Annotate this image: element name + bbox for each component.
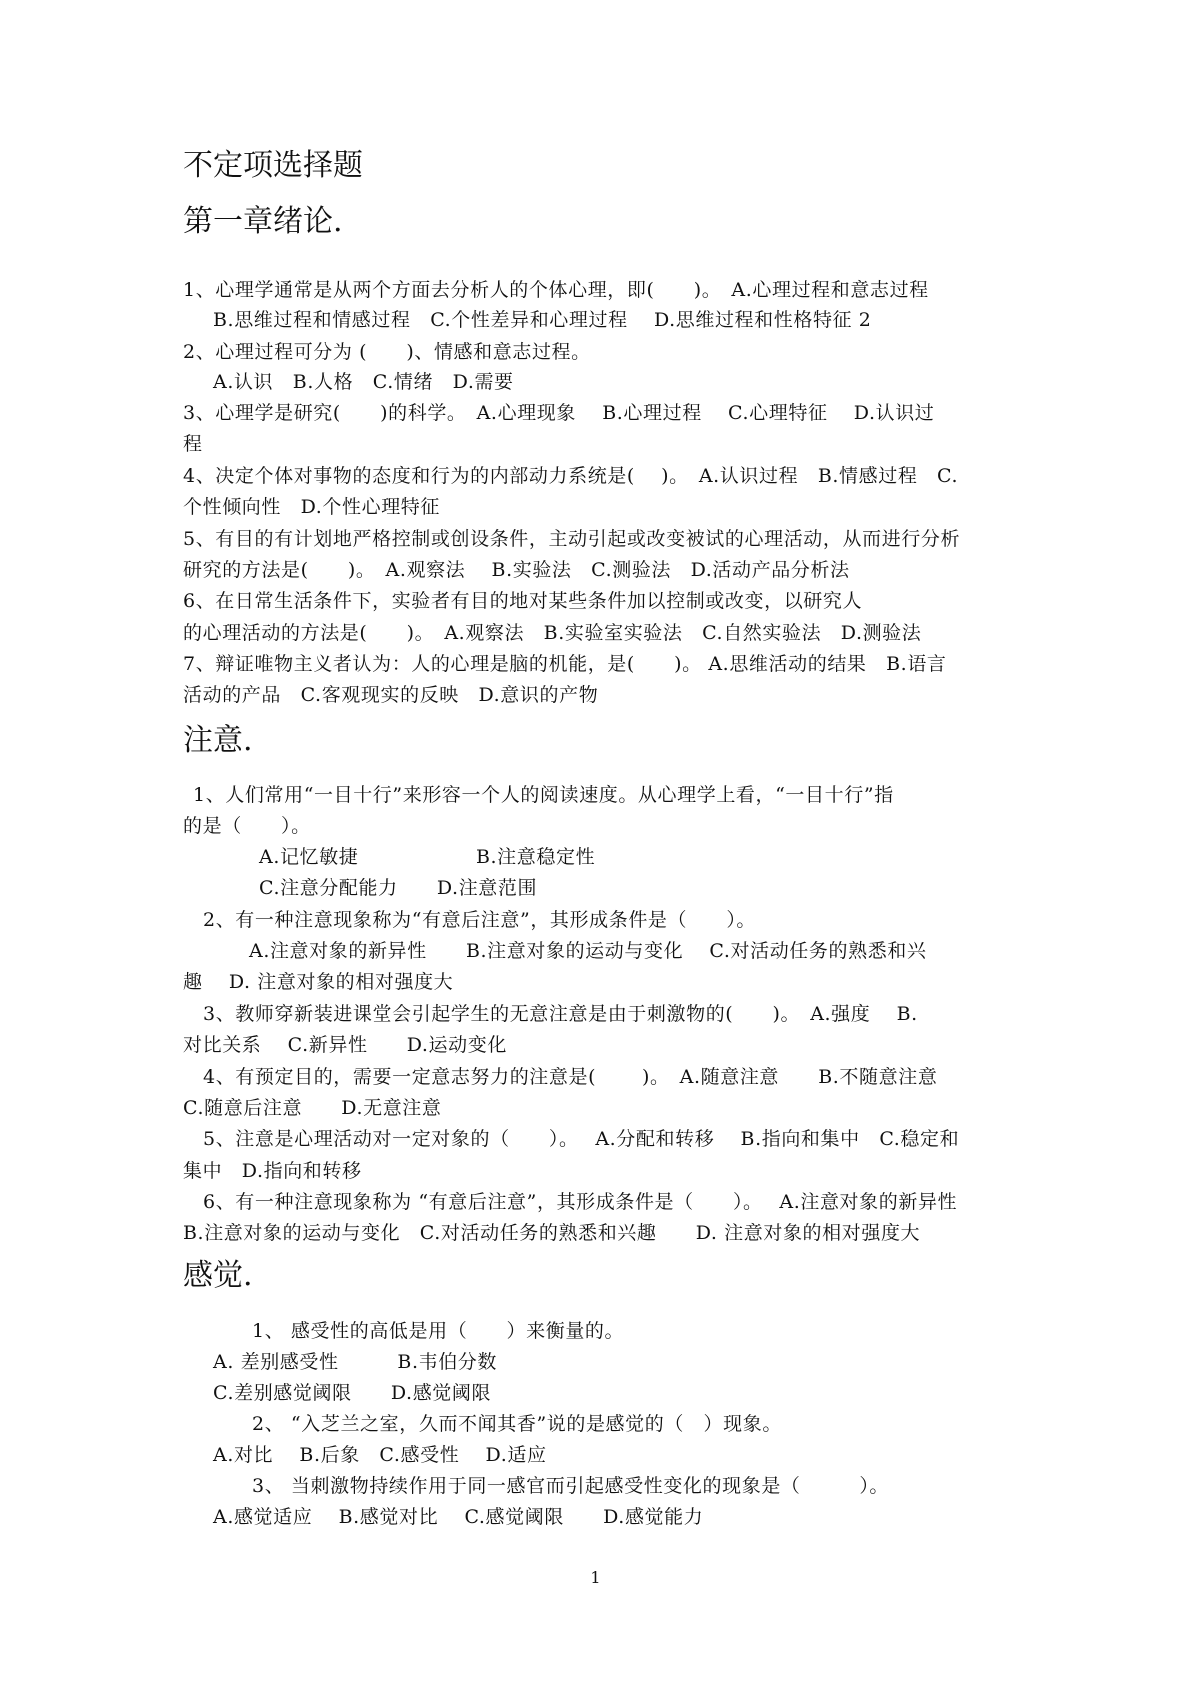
question-line: C.差别感觉阈限 D.感觉阈限 [213,1382,492,1404]
question-line: 6、有一种注意现象称为 “有意后注意”，其形成条件是（ ）。 A.注意对象的新异性 [203,1191,958,1213]
question-line: 5、有目的有计划地严格控制或创设条件，主动引起或改变被试的心理活动，从而进行分析 [183,528,961,550]
question-line: 研究的方法是( )。 A.观察法 B.实验法 C.测验法 D.活动产品分析法 [183,559,850,581]
question-line: 2、有一种注意现象称为“有意后注意”，其形成条件是（ ）。 [203,909,757,931]
question-line: 2、心理过程可分为 ( )、情感和意志过程。 [183,341,591,363]
page-number: 1 [590,1568,601,1587]
question-line: 1、人们常用“一目十行”来形容一个人的阅读速度。从心理学上看，“一目十行”指 [193,784,894,806]
question-line: A.记忆敏捷 B.注意稳定性 [259,846,596,868]
question-line: 趣 D. 注意对象的相对强度大 [183,971,454,993]
question-line: 的心理活动的方法是( )。 A.观察法 B.实验室实验法 C.自然实验法 D.测验法 [183,622,922,644]
question-line: 3、教师穿新装进课堂会引起学生的无意注意是由于刺激物的( )。 A.强度 B. [203,1003,918,1025]
question-line: C.注意分配能力 D.注意范围 [259,877,538,899]
question-line: 2、 “入芝兰之室，久而不闻其香”说的是感觉的（ ）现象。 [252,1413,782,1435]
section-heading-introduction: 第一章绪论. [183,204,343,239]
question-line: 3、 当刺激物持续作用于同一感官而引起感受性变化的现象是（ ）。 [252,1475,890,1497]
question-line: B.思维过程和情感过程 C.个性差异和心理过程 D.思维过程和性格特征 2 [213,309,872,331]
question-line: A.注意对象的新异性 B.注意对象的运动与变化 C.对活动任务的熟悉和兴 [249,940,927,962]
section-heading-sensation: 感觉. [183,1258,253,1293]
question-line: 6、在日常生活条件下，实验者有目的地对某些条件加以控制或改变，以研究人 [183,590,863,612]
question-line: C.随意后注意 D.无意注意 [183,1097,442,1119]
question-line: 集中 D.指向和转移 [183,1160,362,1182]
question-line: A.感觉适应 B.感觉对比 C.感觉阈限 D.感觉能力 [213,1506,704,1528]
question-line: 对比关系 C.新异性 D.运动变化 [183,1034,507,1056]
question-line: 7、辩证唯物主义者认为：人的心理是脑的机能，是( )。 A.思维活动的结果 B.语言 [183,653,947,675]
question-line: 活动的产品 C.客观现实的反映 D.意识的产物 [183,684,599,706]
question-line: 1、心理学通常是从两个方面去分析人的个体心理，即( )。 A.心理过程和意志过程 [183,279,929,301]
question-line: 程 [183,433,203,455]
question-line: B.注意对象的运动与变化 C.对活动任务的熟悉和兴趣 D. 注意对象的相对强度大 [183,1222,921,1244]
page-title: 不定项选择题 [183,148,363,183]
question-line: A. 差别感受性 B.韦伯分数 [213,1351,498,1373]
question-line: 3、心理学是研究( )的科学。 A.心理现象 B.心理过程 C.心理特征 D.认识过 [183,402,935,424]
question-line: A.对比 B.后象 C.感受性 D.适应 [213,1444,547,1466]
question-line: 5、注意是心理活动对一定对象的（ ）。 A.分配和转移 B.指向和集中 C.稳定和 [203,1128,960,1150]
question-line: 个性倾向性 D.个性心理特征 [183,496,440,518]
section-heading-attention: 注意. [183,723,253,758]
question-line: 的是（ ）。 [183,815,311,837]
question-line: A.认识 B.人格 C.情绪 D.需要 [213,371,514,393]
question-line: 4、决定个体对事物的态度和行为的内部动力系统是( )。 A.认识过程 B.情感过程 C. [183,465,959,487]
question-line: 1、 感受性的高低是用（ ）来衡量的。 [252,1320,625,1342]
question-line: 4、有预定目的，需要一定意志努力的注意是( )。 A.随意注意 B.不随意注意 [203,1066,938,1088]
